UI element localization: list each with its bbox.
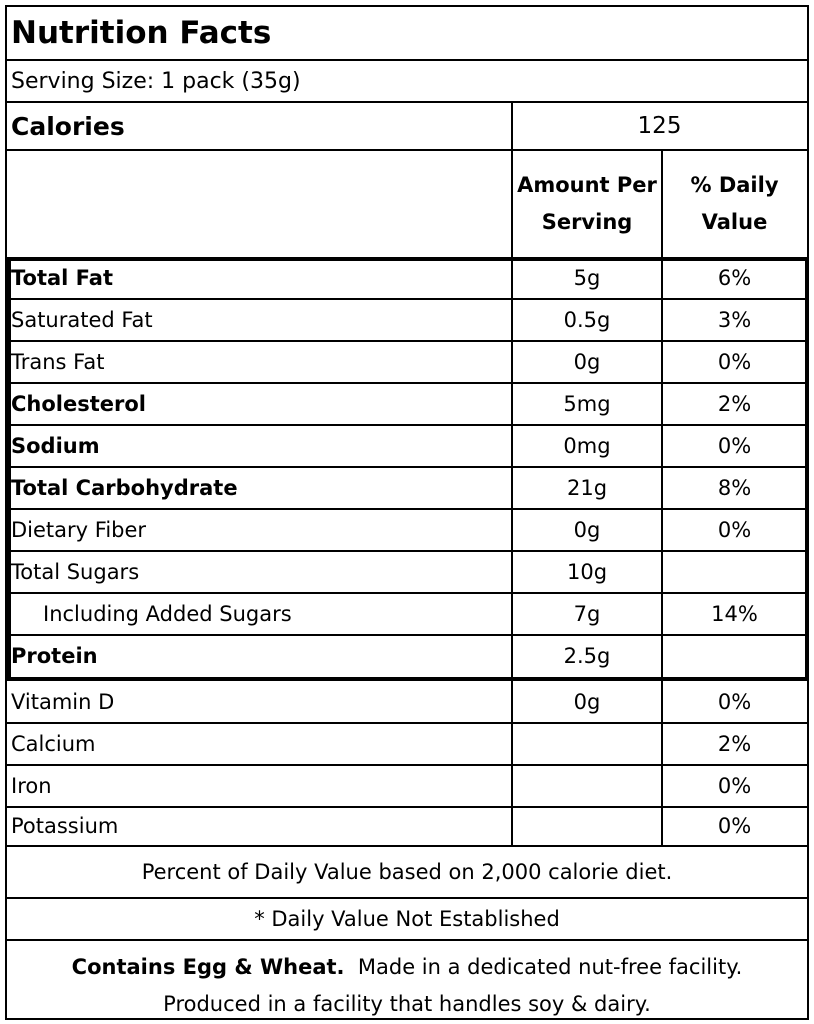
vitamin-name: Calcium xyxy=(11,732,96,756)
vitamin-row xyxy=(7,723,807,765)
nutrient-name: Total Sugars xyxy=(11,560,140,584)
nutrient-daily-value: 6% xyxy=(717,266,752,290)
allergen-rest: Made in a dedicated nut-free facility. xyxy=(357,955,743,979)
vitamin-amount xyxy=(512,765,662,807)
nutrient-daily-value: 0% xyxy=(717,518,752,542)
nutrient-amount: 0.5g xyxy=(563,308,611,332)
note-row xyxy=(7,899,807,939)
nutrient-name: Total Fat xyxy=(11,266,114,290)
nutrient-daily-value: 0% xyxy=(717,350,752,374)
calories-label: Calories xyxy=(11,111,125,141)
title-row xyxy=(7,7,807,59)
nutrient-amount: 0g xyxy=(573,350,601,374)
vitamin-row xyxy=(7,681,807,723)
column-header-row xyxy=(7,151,807,257)
nutrient-name: Total Carbohydrate xyxy=(11,476,238,500)
nutrient-daily-value: 2% xyxy=(717,392,752,416)
vitamin-name: Iron xyxy=(11,774,52,798)
vitamin-name: Vitamin D xyxy=(11,690,115,714)
nutrient-daily-value: 14% xyxy=(711,602,758,626)
nutrient-box xyxy=(7,257,809,681)
nutrient-daily-value: 8% xyxy=(717,476,752,500)
nutrient-amount: 5g xyxy=(573,266,601,290)
daily-value-basis: Percent of Daily Value based on 2,000 calorie diet. xyxy=(141,860,673,884)
nutrient-name: Protein xyxy=(11,644,98,668)
nutrient-name: Dietary Fiber xyxy=(11,518,147,542)
nutrition-label xyxy=(5,5,809,1020)
nutrient-amount: 7g xyxy=(573,602,601,626)
vitamin-daily-value: 0% xyxy=(717,690,752,714)
nutrient-name: Trans Fat xyxy=(11,350,105,374)
nutrient-amount: 0mg xyxy=(563,434,611,458)
nutrient-name: Including Added Sugars xyxy=(43,602,292,626)
nutrient-daily-value: 0% xyxy=(717,434,752,458)
nutrient-name: Saturated Fat xyxy=(11,308,153,332)
allergen-row xyxy=(7,941,807,1020)
vitamin-row xyxy=(7,807,807,845)
nutrient-name: Cholesterol xyxy=(11,392,146,416)
vitamin-daily-value: 0% xyxy=(717,774,752,798)
not-established-note: * Daily Value Not Established xyxy=(254,907,560,931)
vitamin-amount: 0g xyxy=(573,690,601,714)
label-title: Nutrition Facts xyxy=(11,15,272,51)
vitamin-daily-value: 0% xyxy=(717,814,752,838)
nutrient-name: Sodium xyxy=(11,434,100,458)
allergen-bold: Contains Egg & Wheat. xyxy=(71,955,345,979)
nutrient-amount: 5mg xyxy=(563,392,611,416)
nutrient-daily-value: 3% xyxy=(717,308,752,332)
calories-row xyxy=(7,103,807,149)
nutrient-amount: 0g xyxy=(573,518,601,542)
note-row xyxy=(7,847,807,897)
nutrient-amount: 10g xyxy=(566,560,608,584)
nutrient-amount: 21g xyxy=(566,476,608,500)
facility-statement: Produced in a facility that handles soy & dairy. xyxy=(163,992,651,1016)
calories-value: 125 xyxy=(637,113,682,139)
serving-size: Serving Size: 1 pack (35g) xyxy=(11,68,301,94)
vitamin-name: Potassium xyxy=(11,814,119,838)
daily-value-header: % Daily Value xyxy=(690,173,779,234)
amount-header: Amount Per Serving xyxy=(517,173,657,234)
vitamin-daily-value: 2% xyxy=(717,732,752,756)
serving-row xyxy=(7,61,807,101)
vitamin-amount xyxy=(512,807,662,845)
vitamin-amount xyxy=(512,723,662,765)
vitamin-row xyxy=(7,765,807,807)
allergen-statement xyxy=(7,949,807,1023)
nutrient-amount: 2.5g xyxy=(563,644,611,668)
